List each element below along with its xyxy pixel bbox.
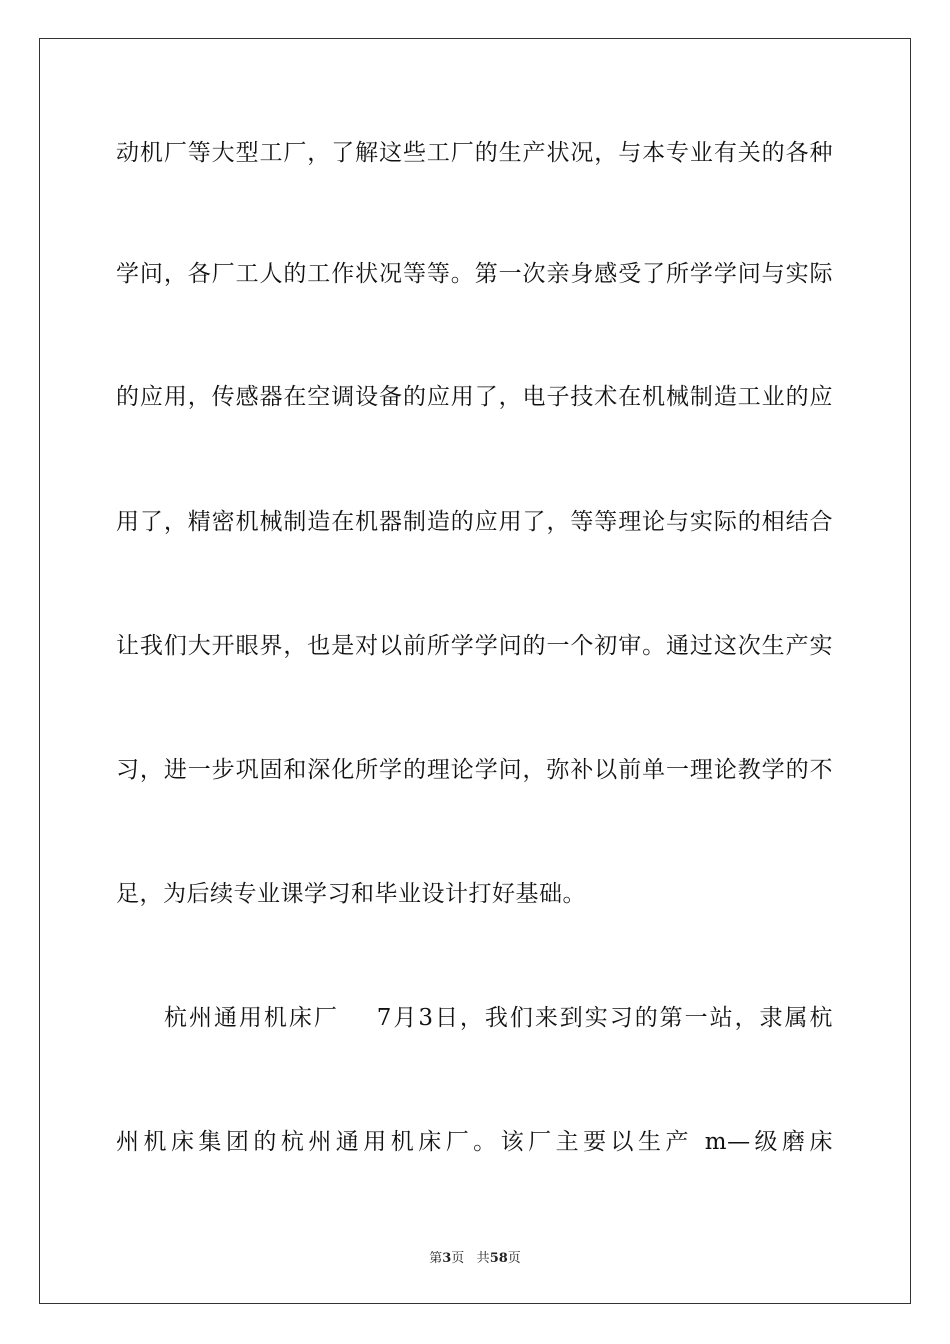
text-line-1: 动机厂等大型工厂，了解这些工厂的生产状况，与本专业有关的各种	[116, 140, 833, 166]
total-page-count: 58	[489, 1251, 508, 1266]
paragraph-2-line-1	[116, 1002, 833, 1034]
text-line-5: 让我们大开眼界，也是对以前所学学问的一个初审。通过这次生产实	[116, 633, 833, 659]
text-line-2: 学问，各厂工人的工作状况等等。第一次亲身感受了所学学问与实际	[116, 261, 833, 287]
paragraph-2-text: 7月3日，我们来到实习的第一站，隶属杭	[376, 1005, 833, 1031]
text-line-6: 习，进一步巩固和深化所学的理论学问，弥补以前单一理论教学的不	[116, 757, 833, 783]
page-border	[39, 38, 911, 1304]
current-page-number: 3	[442, 1251, 452, 1266]
page-footer: 第3页 共58页	[429, 1251, 521, 1266]
text-line-7: 足，为后续专业课学习和毕业设计打好基础。	[116, 881, 586, 907]
section-heading: 杭州通用机床厂	[164, 1005, 339, 1031]
text-line-4: 用了，精密机械制造在机器制造的应用了，等等理论与实际的相结合	[116, 509, 833, 535]
text-line-3: 的应用，传感器在空调设备的应用了，电子技术在机械制造工业的应	[116, 384, 833, 410]
paragraph-2-line-2: 州机床集团的杭州通用机床厂。该厂主要以生产 m—级磨床	[116, 1129, 833, 1155]
